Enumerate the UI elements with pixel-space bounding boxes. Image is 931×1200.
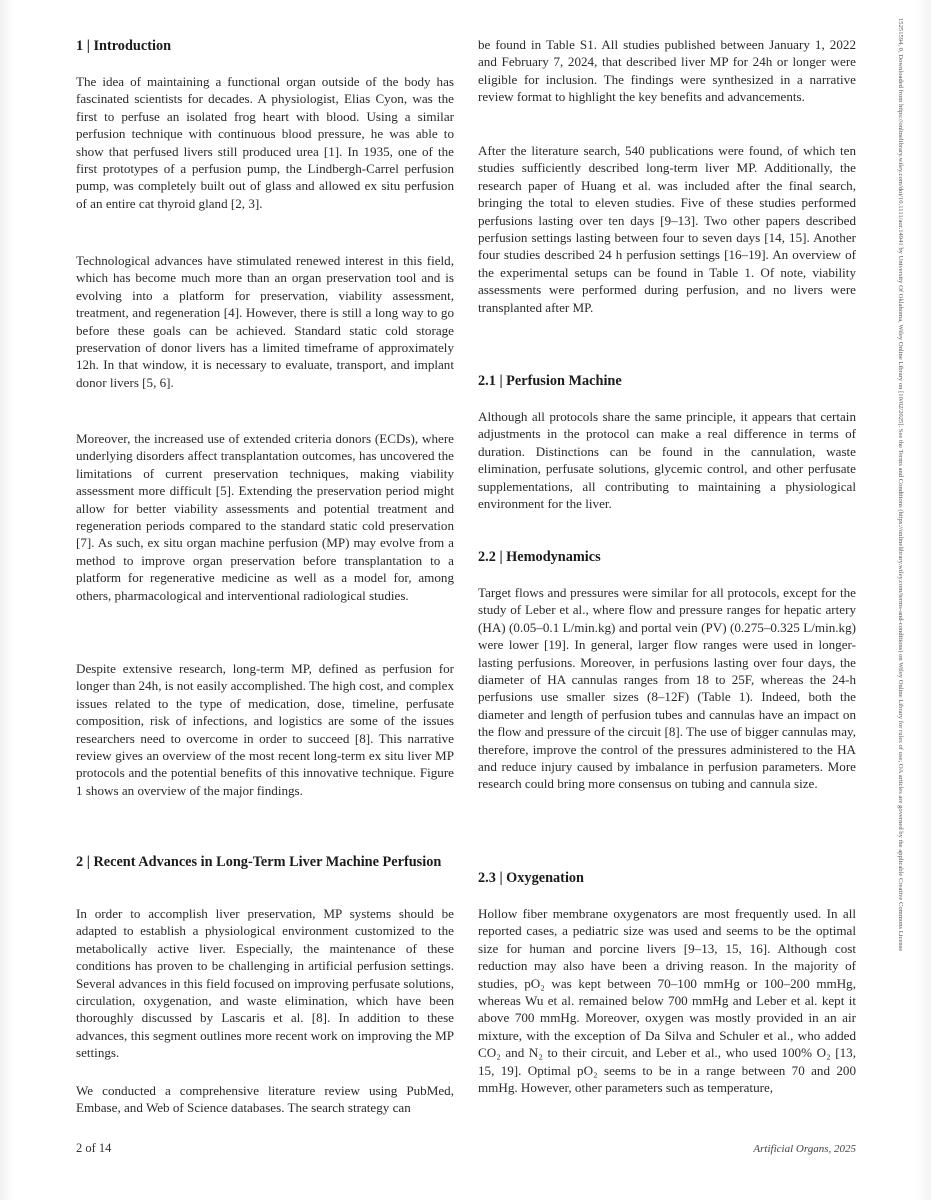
paragraph-text: Target flows and pressures were similar for all protocols, except for the study of Leber et al., where flow and pressure ranges for hepatic artery (HA) (0.05–0.1 L/min.kg) and portal vein (PV) (0.275–0.325 L/min.kg) were lower [19]. In general, larger flow ranges were used in longer-lasting perfusions. Moreover, in perfusions lasting over four days, the diameter of HA cannulas ranges from 18 to 25F, whereas the 24-h perfusions use smaller sizes (8–12F) (Table 1). Indeed, both the diameter and length of perfusion tubes and cannulas have an impact on the flow and pressure of the circuit [8]. The use of bigger cannulas may, therefore, improve the control of the pressures administered to the HA and reduce injury caused by imbalance in perfusion parameters. More research could bring more consensus on tubing and cannula size. [478,585,856,792]
section-heading-hemodynamics [478,548,856,567]
heading-text: 2.3 | Oxygenation [478,870,585,886]
paragraph-text: Although all protocols share the same principle, it appears that certain adjustments in the protocol can make a real difference in terms of duration. Distinctions can be found in the cannulation, waste elimination, perfusate solutions, glycemic control, and other perfusate supplementations, all contributing to maintaining a physiological environment for the liver. [478,409,856,512]
paragraph [478,36,856,106]
section-heading-oxygenation [478,869,856,888]
heading-text: 2.2 | Hemodynamics [478,549,601,565]
heading-text: 1 | Introduction [76,38,172,54]
page-number: 2 of 14 [76,1141,112,1155]
paragraph [478,584,856,793]
paragraph-text: The idea of maintaining a functional organ outside of the body has fascinated scientists for decades. A physiologist, Elias Cyon, was the first to perfuse an isolated frog heart with blood. Using a similar perfusion technique with continuous blood pressure, he was able to show that perfused livers still produced urea [1]. In 1935, one of the first prototypes of a perfusion pump, the Lindbergh-Carrel perfusion pump, was completely built out of glass and allowed ex situ perfusion of an entire cat thyroid gland [2, 3]. [76,74,454,211]
paragraph [478,408,856,512]
paragraph [76,73,454,212]
paragraph [76,252,454,391]
paragraph [76,660,454,799]
paragraph [76,905,454,1062]
heading-text: 2 | Recent Advances in Long-Term Liver Machine Perfusion [76,854,442,870]
section-heading-perfusion-machine [478,372,856,391]
section-heading-recent-advances [76,853,454,872]
paragraph-text: Despite extensive research, long-term MP, defined as perfusion for longer than 24h, is not easily accomplished. The high cost, and complex issues related to the type of medication, dose, timeline, perfusate composition, risk of infections, and logistics are some of the issues researchers need to overcome in order to succeed [8]. This narrative review gives an overview of the most recent long-term ex situ liver MP protocols and the potential benefits of this innovative technique. Figure 1 shows an overview of the major findings. [76,661,454,798]
paragraph [76,430,454,604]
journal-name: Artificial Organs, 2025 [753,1143,856,1155]
paragraph-text: In order to accomplish liver preservation, MP systems should be adapted to establish a physiological environment customized to the metabolically active liver. Especially, the maintenance of these conditions has proven to be challenging in artificial perfusion settings. Several advances in this field focused on improving perfusate solutions, circulation, oxygenation, and waste elimination, which have been thoroughly discussed by Lascaris et al. [8]. In addition to these advances, this segment outlines more recent work on improving the MP settings. [76,906,454,1061]
paragraph-text: We conducted a comprehensive literature review using PubMed, Embase, and Web of Science databases. The search strategy can [76,1083,454,1116]
heading-text: 2.1 | Perfusion Machine [478,373,622,389]
paragraph-text: Technological advances have stimulated renewed interest in this field, which has become much more than an organ preservation tool and is evolving into a platform for preservation, viability assessment, treatment, and regeneration [4]. However, there is still a long way to go before these goals can be achieved. Standard static cold storage preservation of donor livers has a limited timeframe of approximately 12h. In that window, it is necessary to evaluate, transport, and implant donor livers [5, 6]. [76,253,454,390]
paragraph-text: After the literature search, 540 publications were found, of which ten studies sufficiently described long-term liver MP. Additionally, the research paper of Huang et al. was included after the final search, bringing the total to eleven studies. Five of these studies performed perfusions lasting over ten days [9–13]. Two other papers described perfusion settings lasting between four to seven days [14, 15]. Another four studies described 24 h perfusion settings [16–19]. An overview of the experimental setups can be found in Table 1. Of note, viability assessments were performed during perfusion, and no livers were transplanted after MP. [478,143,856,315]
paragraph [478,905,856,1096]
paragraph [76,1082,454,1117]
paragraph-text: Moreover, the increased use of extended criteria donors (ECDs), where underlying disorders affect transplantation outcomes, has uncovered the limitations of current preservation techniques, making viability assessment more difficult [5]. Extending the preservation period might allow for better viability assessments and potential treatment and regeneration periods compared to the standard static cold preservation [7]. As such, ex situ organ machine perfusion (MP) may evolve from a method to improve organ preservation before transplantation to a platform for regenerative medicine as well as a model for, among others, pharmacological and interventional radiological studies. [76,431,454,603]
section-heading-introduction [76,37,454,56]
download-notice-text: 15251594, 0, Downloaded from https://onlinelibrary.wiley.com/doi/10.1111/aor.14941 by University Of Oklahoma, Wiley Online Library on [10/02/2025]. See the Terms and Conditions (https://onlinelibrary.wiley.com/terms-and-conditions) on Wiley Online Library for rules of use; OA articles are governed by the applicable Creative Commons License [897,18,904,952]
paragraph [478,142,856,316]
download-notice-sidebar [888,18,908,1168]
paragraph-text: Hollow fiber membrane oxygenators are most frequently used. In all reported cases, a pediatric size was used and seems to be the optimal size for human and porcine livers [9–13, 15, 16]. Although cost reduction may also have been a driving reason. In the majority of studies, pO₂ was kept between 70–100 mmHg or 100–200 mmHg, whereas Wu et al. remained below 700 mmHg and Leber et al. kept it above 700 mmHg. Moreover, oxygen was mostly provided in an air mixture, with the exception of Da Silva and Schuler et al., who added CO₂ and N₂ to their circuit, and Leber et al., who used 100% O₂ [13, 15, 19]. Optimal pO₂ seems to be in a range between 70 and 200 mmHg. However, other parameters such as temperature, [478,906,856,1096]
paragraph-text: be found in Table S1. All studies published between January 1, 2022 and February 7, 2024, that described liver MP for 24h or longer were eligible for inclusion. The findings were synthesized in a narrative review format to highlight the key benefits and advancements. [478,37,856,105]
